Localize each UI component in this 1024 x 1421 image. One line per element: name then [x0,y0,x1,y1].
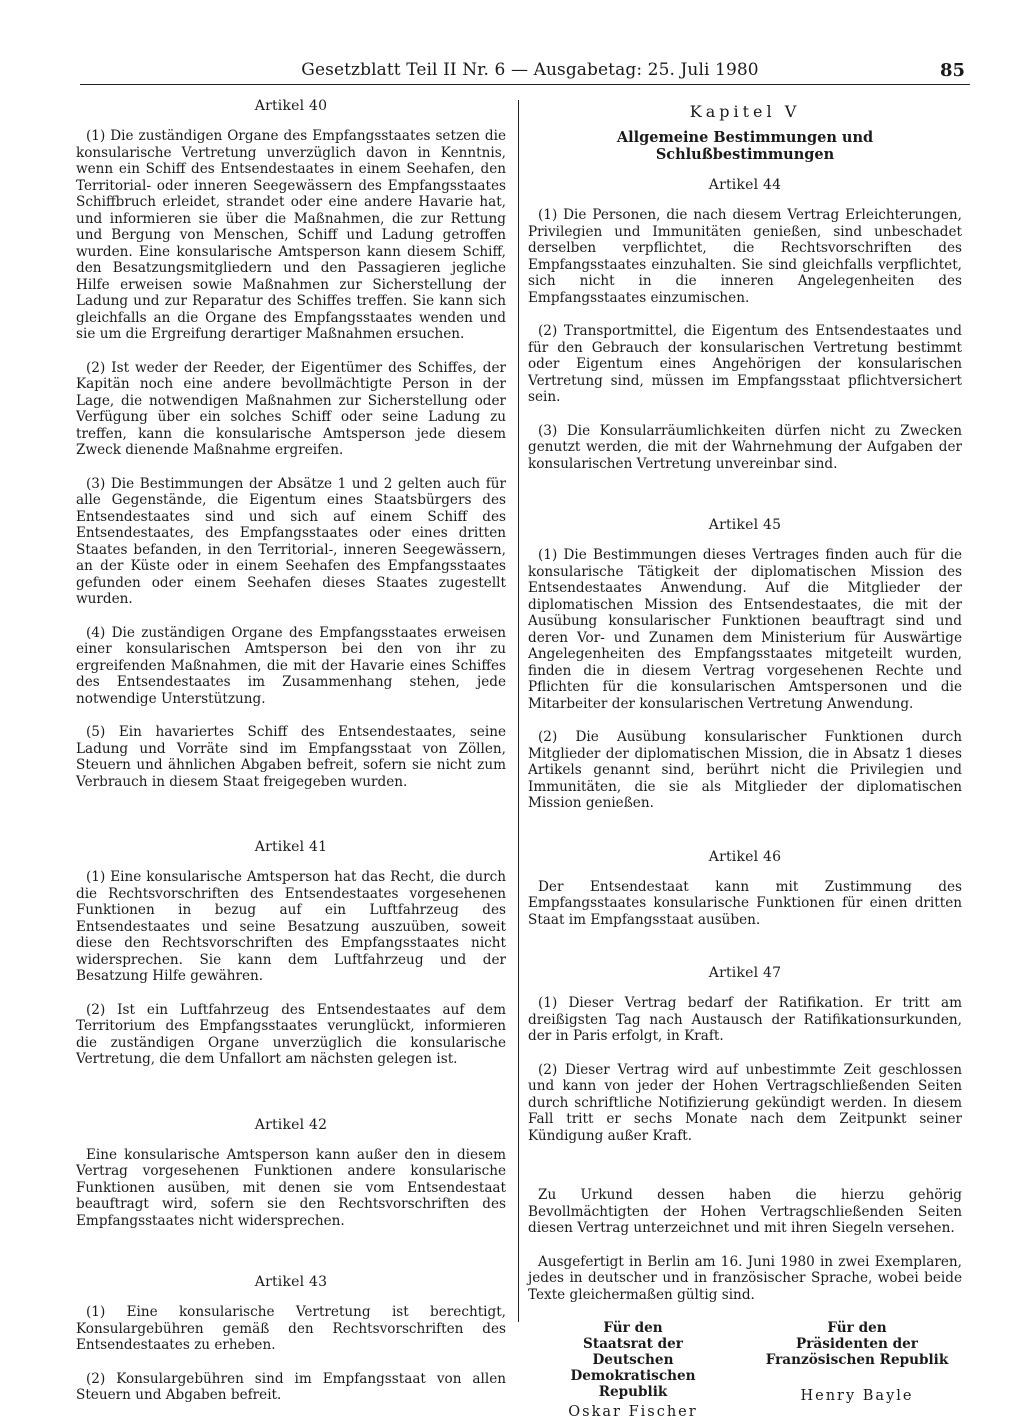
article-44-paragraph-1: (1) Die Personen, die nach diesem Vertrag Erleichterungen, Privilegien und Immunitäten genießen, sind unbeschadet derselben verpflichtet, die Rechtsvorschriften des Empfangsstaates einzuhalten. Sie sind gleichfalls verpflichtet, sich nicht in die inneren Angelegenheiten des Empfangsstaates einzumischen. [528,207,962,306]
signature-france [752,1320,962,1420]
article-43-heading: Artikel 43 [254,1274,328,1290]
article-41-heading: Artikel 41 [254,839,328,855]
signatory-gdr-name: Oskar Fischer [568,1404,698,1420]
article-40-heading: Artikel 40 [254,98,328,114]
article-41-paragraph-2: (2) Ist ein Luftfahrzeug des Entsendestaates auf dem Territorium des Empfangsstaates verunglückt, informieren die zuständigen Organe unverzüglich die konsularische Vertretung, die dem Unfallort am nächsten gelegen ist. [76,1001,506,1067]
article-44-heading: Artikel 44 [708,177,782,193]
article-45-paragraph-1: (1) Die Bestimmungen dieses Vertrages finden auch für die konsularische Tätigkeit der diplomatischen Mission des Entsendestaates Anwendung. Auf die Mitglieder der diplomatischen Mission des Entsendestaates, die mit der Ausübung konsularischer Funktionen beauftragt sind und deren Vor- und Zunamen dem Ministerium für Auswärtige Angelegenheiten des Empfangsstaates mitgeteilt wurden, finden die in diesem Vertrag vorgesehenen Rechte und Pflichten für die konsularischen Amtspersonen und die Mitarbeiter der konsularischen Vertretung Anwendung. [528,547,962,712]
signature-gdr-line-3: Deutschen Demokratischen [570,1352,696,1384]
signature-france-line-1: Für den [827,1320,887,1336]
left-column [76,92,506,1421]
column-divider [518,100,519,1322]
signature-gdr [528,1320,738,1420]
article-44-paragraph-2: (2) Transportmittel, die Eigentum des Entsendestaates und für den Gebrauch der konsularischen Vertretung bestimmt oder Eigentum eines Angehörigen der konsularischen Vertretung sind, müssen im Empfangsstaat pflichtversichert sein. [528,323,962,405]
article-41-paragraph-1: (1) Eine konsularische Amtsperson hat das Recht, die durch die Rechtsvorschriften des Entsendestaates vorgesehenen Funktionen in bezug auf ein Luftfahrzeug des Entsendestaates und seine Besatzung auszuüben, soweit diese den Rechtsvorschriften des Empfangsstaates nicht widersprechen. Sie kann dem Luftfahrzeug und der Besatzung Hilfe gewähren. [76,869,506,984]
article-40-paragraph-1: (1) Die zuständigen Organe des Empfangsstaates setzen die konsularische Vertretung unverzüglich davon in Kenntnis, wenn ein Schiff des Entsendestaates in einem Seehafen, den Territorial- oder inneren Seegewässern des Empfangsstaates Schiffbruch erleidet, strandet oder eine andere Havarie hat, und informieren sie über die Maßnahmen, die zur Rettung und Bergung von Menschen, Schiff und Ladung getroffen wurden. Eine konsularische Amtsperson kann diesem Schiff, den Besatzungsmitgliedern und den Passagieren jegliche Hilfe erweisen sowie Maßnahmen zur Sicherstellung der Ladung und zur Reparatur des Schiffes treffen. Sie kann sich gleichfalls an die Organe des Empfangsstaates wenden und sie um die Ergreifung derartiger Maßnahmen ersuchen. [76,128,506,342]
closing-clause: Zu Urkund dessen haben die hierzu gehörig Bevollmächtigten der Hohen Vertragschließenden Seiten diesen Vertrag unterzeichnet und mit ihren Siegeln versehen. [528,1187,962,1236]
article-46-heading: Artikel 46 [708,848,782,865]
header-rule [80,84,970,85]
article-44-paragraph-3: (3) Die Konsularräumlichkeiten dürfen nicht zu Zwecken genutzt werden, die mit der Wahrnehmung der Aufgaben der konsularischen Vertretung unvereinbar sind. [528,422,962,472]
gazette-title: Gesetzblatt Teil II Nr. 6 — Ausgabetag: 25. Juli 1980 [301,60,759,80]
signature-gdr-line-1: Für den [603,1320,663,1336]
article-42-paragraph-1: Eine konsularische Amtsperson kann außer den in diesem Vertrag vorgesehenen Funktionen andere konsularische Funktionen ausüben, mit denen sie vom Entsendestaat beauftragt wird, sofern sie den Rechtsvorschriften des Empfangsstaates nicht widersprechen. [76,1146,506,1229]
article-43-paragraph-2: (2) Konsulargebühren sind im Empfangsstaat von allen Steuern und Abgaben befreit. [76,1370,506,1403]
article-42-heading: Artikel 42 [254,1116,328,1133]
signature-block [528,1320,962,1420]
chapter-title: Allgemeine Bestimmungen und Schlußbestimmungen [616,129,874,163]
signature-france-line-3: Französischen Republik [765,1352,949,1368]
article-40-paragraph-5: (5) Ein havariertes Schiff des Entsendestaates, seine Ladung und Vorräte sind im Empfangsstaat von Zöllen, Steuern und ähnlichen Abgaben befreit, sofern sie nicht zum Verbrauch in diesem Staat freigegeben wurden. [76,724,506,790]
execution-clause: Ausgefertigt in Berlin am 16. Juni 1980 in zwei Exemplaren, jedes in deutscher und in französischer Sprache, wobei beide Texte gleichermaßen gültig sind. [528,1253,962,1303]
signature-gdr-line-4: Republik [598,1384,668,1400]
page-number: 85 [940,60,966,81]
signature-france-line-2: Präsidenten der [796,1336,918,1352]
article-40-paragraph-4: (4) Die zuständigen Organe des Empfangsstaates erweisen einer konsularischen Amtsperson bei den von ihr zu ergreifenden Maßnahmen, die mit der Havarie eines Schiffes des Entsendestaates im Zusammenhang stehen, jede notwendige Unterstützung. [76,624,506,707]
article-40-paragraph-2: (2) Ist weder der Reeder, der Eigentümer des Schiffes, der Kapitän noch eine andere bevollmächtigte Person in der Lage, die notwendigen Maßnahmen zur Sicherstellung oder Verfügung über ein solches Schiff oder seine Ladung zu treffen, kann die konsularische Amtsperson jede diesem Zweck dienende Maßnahme ergreifen. [76,359,506,458]
article-47-paragraph-1: (1) Dieser Vertrag bedarf der Ratifikation. Er tritt am dreißigsten Tag nach Austausch der Ratifikationsurkunden, der in Paris erfolgt, in Kraft. [528,995,962,1044]
signatory-france-name: Henry Bayle [800,1388,914,1404]
article-40-paragraph-3: (3) Die Bestimmungen der Absätze 1 und 2 gelten auch für alle Gegenstände, die Eigentum eines Staatsbürgers des Entsendestaates sind und sich auf einem Schiff des Entsendestaates, des Empfangsstaates oder eines dritten Staates befanden, in den Territorial-, inneren Seegewässern, an der Küste oder in einem Seehafen des Empfangsstaates gefunden oder einem Seehafen dieses Staates zugestellt wurden. [76,475,506,607]
article-46-paragraph-1: Der Entsendestaat kann mit Zustimmung des Empfangsstaates konsularische Funktionen für einen dritten Staat im Empfangsstaat ausüben. [528,878,962,928]
article-47-paragraph-2: (2) Dieser Vertrag wird auf unbestimmte Zeit geschlossen und kann von jeder der Hohen Vertragschließenden Seiten durch schriftliche Notifizierung gekündigt werden. In diesem Fall tritt er sechs Monate nach dem Zeitpunkt seiner Kündigung außer Kraft. [528,1061,962,1144]
chapter-label: Kapitel V [689,102,801,121]
right-column [528,92,962,1420]
article-43-paragraph-1: (1) Eine konsularische Vertretung ist berechtigt, Konsulargebühren gemäß den Rechtsvorschriften des Entsendestaates zu erheben. [76,1304,506,1353]
article-45-heading: Artikel 45 [708,517,782,533]
article-45-paragraph-2: (2) Die Ausübung konsularischer Funktionen durch Mitglieder der diplomatischen Mission, die in Absatz 1 dieses Artikels genannt sind, berührt nicht die Privilegien und Immunitäten, die sie als Mitglieder der diplomatischen Mission genießen. [528,729,962,811]
signature-gdr-line-2: Staatsrat der [583,1336,683,1352]
article-47-heading: Artikel 47 [708,965,782,981]
